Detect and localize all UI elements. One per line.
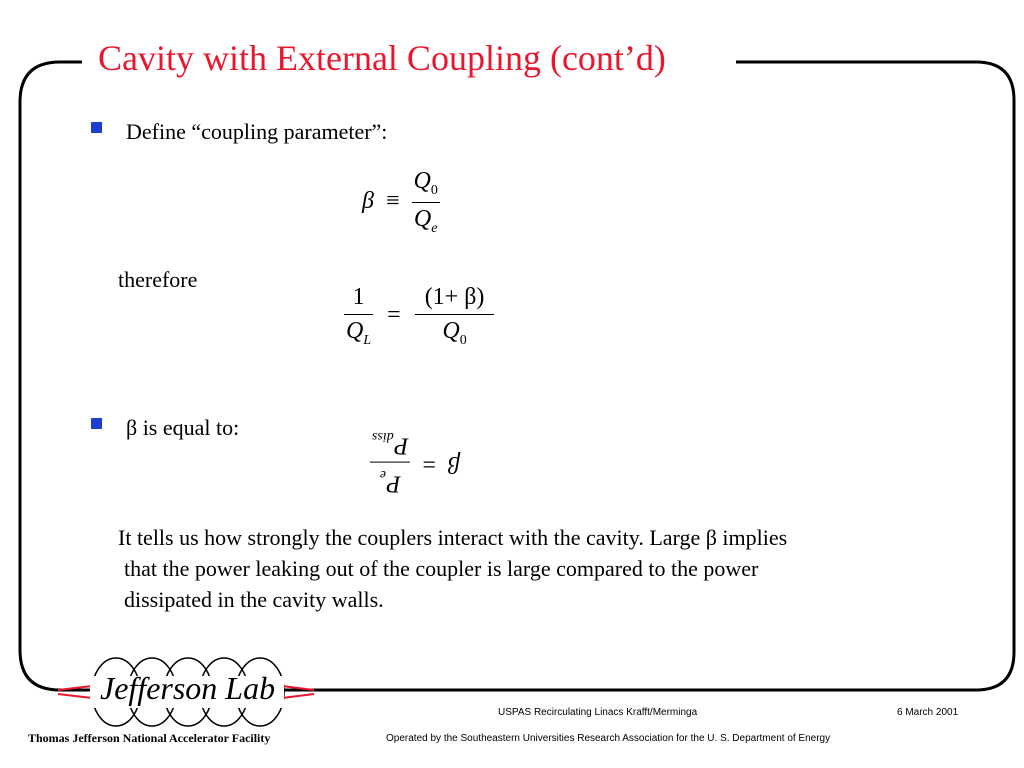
eq1-num-sub: 0 (430, 182, 438, 198)
logo-text: Jefferson Lab (100, 670, 276, 706)
eq3-num-sub: e (379, 466, 387, 482)
eq2-lhs-fraction (344, 284, 373, 349)
bullet-text-beta: β is equal to: (126, 415, 240, 440)
therefore-text: therefore (118, 267, 198, 292)
explanation-paragraph (118, 522, 918, 615)
eq2-rhs-den-base: Q (442, 318, 460, 344)
eq3-num-base: P (386, 470, 401, 497)
explanation-line-2: that the power leaking out of the coupler is large compared to the power (124, 556, 759, 581)
eq2-rhs-den-sub: 0 (459, 332, 467, 348)
eq2-lhs-den-base: Q (346, 318, 364, 344)
operated-by: Operated by the Southeastern Universities Research Association for the U. S. Department of Energy (386, 733, 831, 744)
eq2-operator: = (387, 301, 401, 328)
equation-beta-definition (362, 168, 440, 237)
bullet-text-define: Define “coupling parameter”: (126, 119, 388, 144)
course-info: USPAS Recirculating Linacs Krafft/Merminga (498, 707, 698, 718)
eq1-operator: ≡ (385, 187, 400, 214)
eq2-lhs-num: 1 (352, 284, 365, 310)
bullet-marker-2 (91, 418, 102, 429)
slide-date: 6 March 2001 (897, 707, 959, 718)
eq3-den-base: P (393, 432, 409, 459)
equation-beta-power-ratio (370, 428, 460, 497)
explanation-line-1: It tells us how strongly the couplers interact with the cavity. Large β implies (118, 525, 788, 550)
eq2-lhs-den-sub: L (363, 332, 372, 348)
eq3-den-sub: diss (372, 429, 394, 444)
eq3-beta: β (448, 450, 460, 477)
eq2-rhs-num: (1+ β) (424, 284, 485, 310)
slide-title: Cavity with External Coupling (cont’d) (92, 36, 672, 80)
bullet-marker-1 (91, 122, 102, 133)
eq1-den-base: Q (413, 205, 432, 232)
eq1-den-sub: e (431, 220, 438, 236)
eq1-num-base: Q (413, 168, 431, 194)
explanation-line-3: dissipated in the cavity walls. (124, 587, 384, 612)
eq3-rotated-group (370, 428, 460, 497)
eq1-fraction (412, 168, 440, 237)
eq3-operator: = (422, 450, 437, 477)
facility-name: Thomas Jefferson National Accelerator Facility (28, 731, 271, 745)
equation-loaded-q (344, 284, 494, 349)
eq2-rhs-fraction (415, 284, 495, 349)
eq1-beta: β (362, 187, 374, 214)
eq3-fraction (370, 428, 410, 497)
